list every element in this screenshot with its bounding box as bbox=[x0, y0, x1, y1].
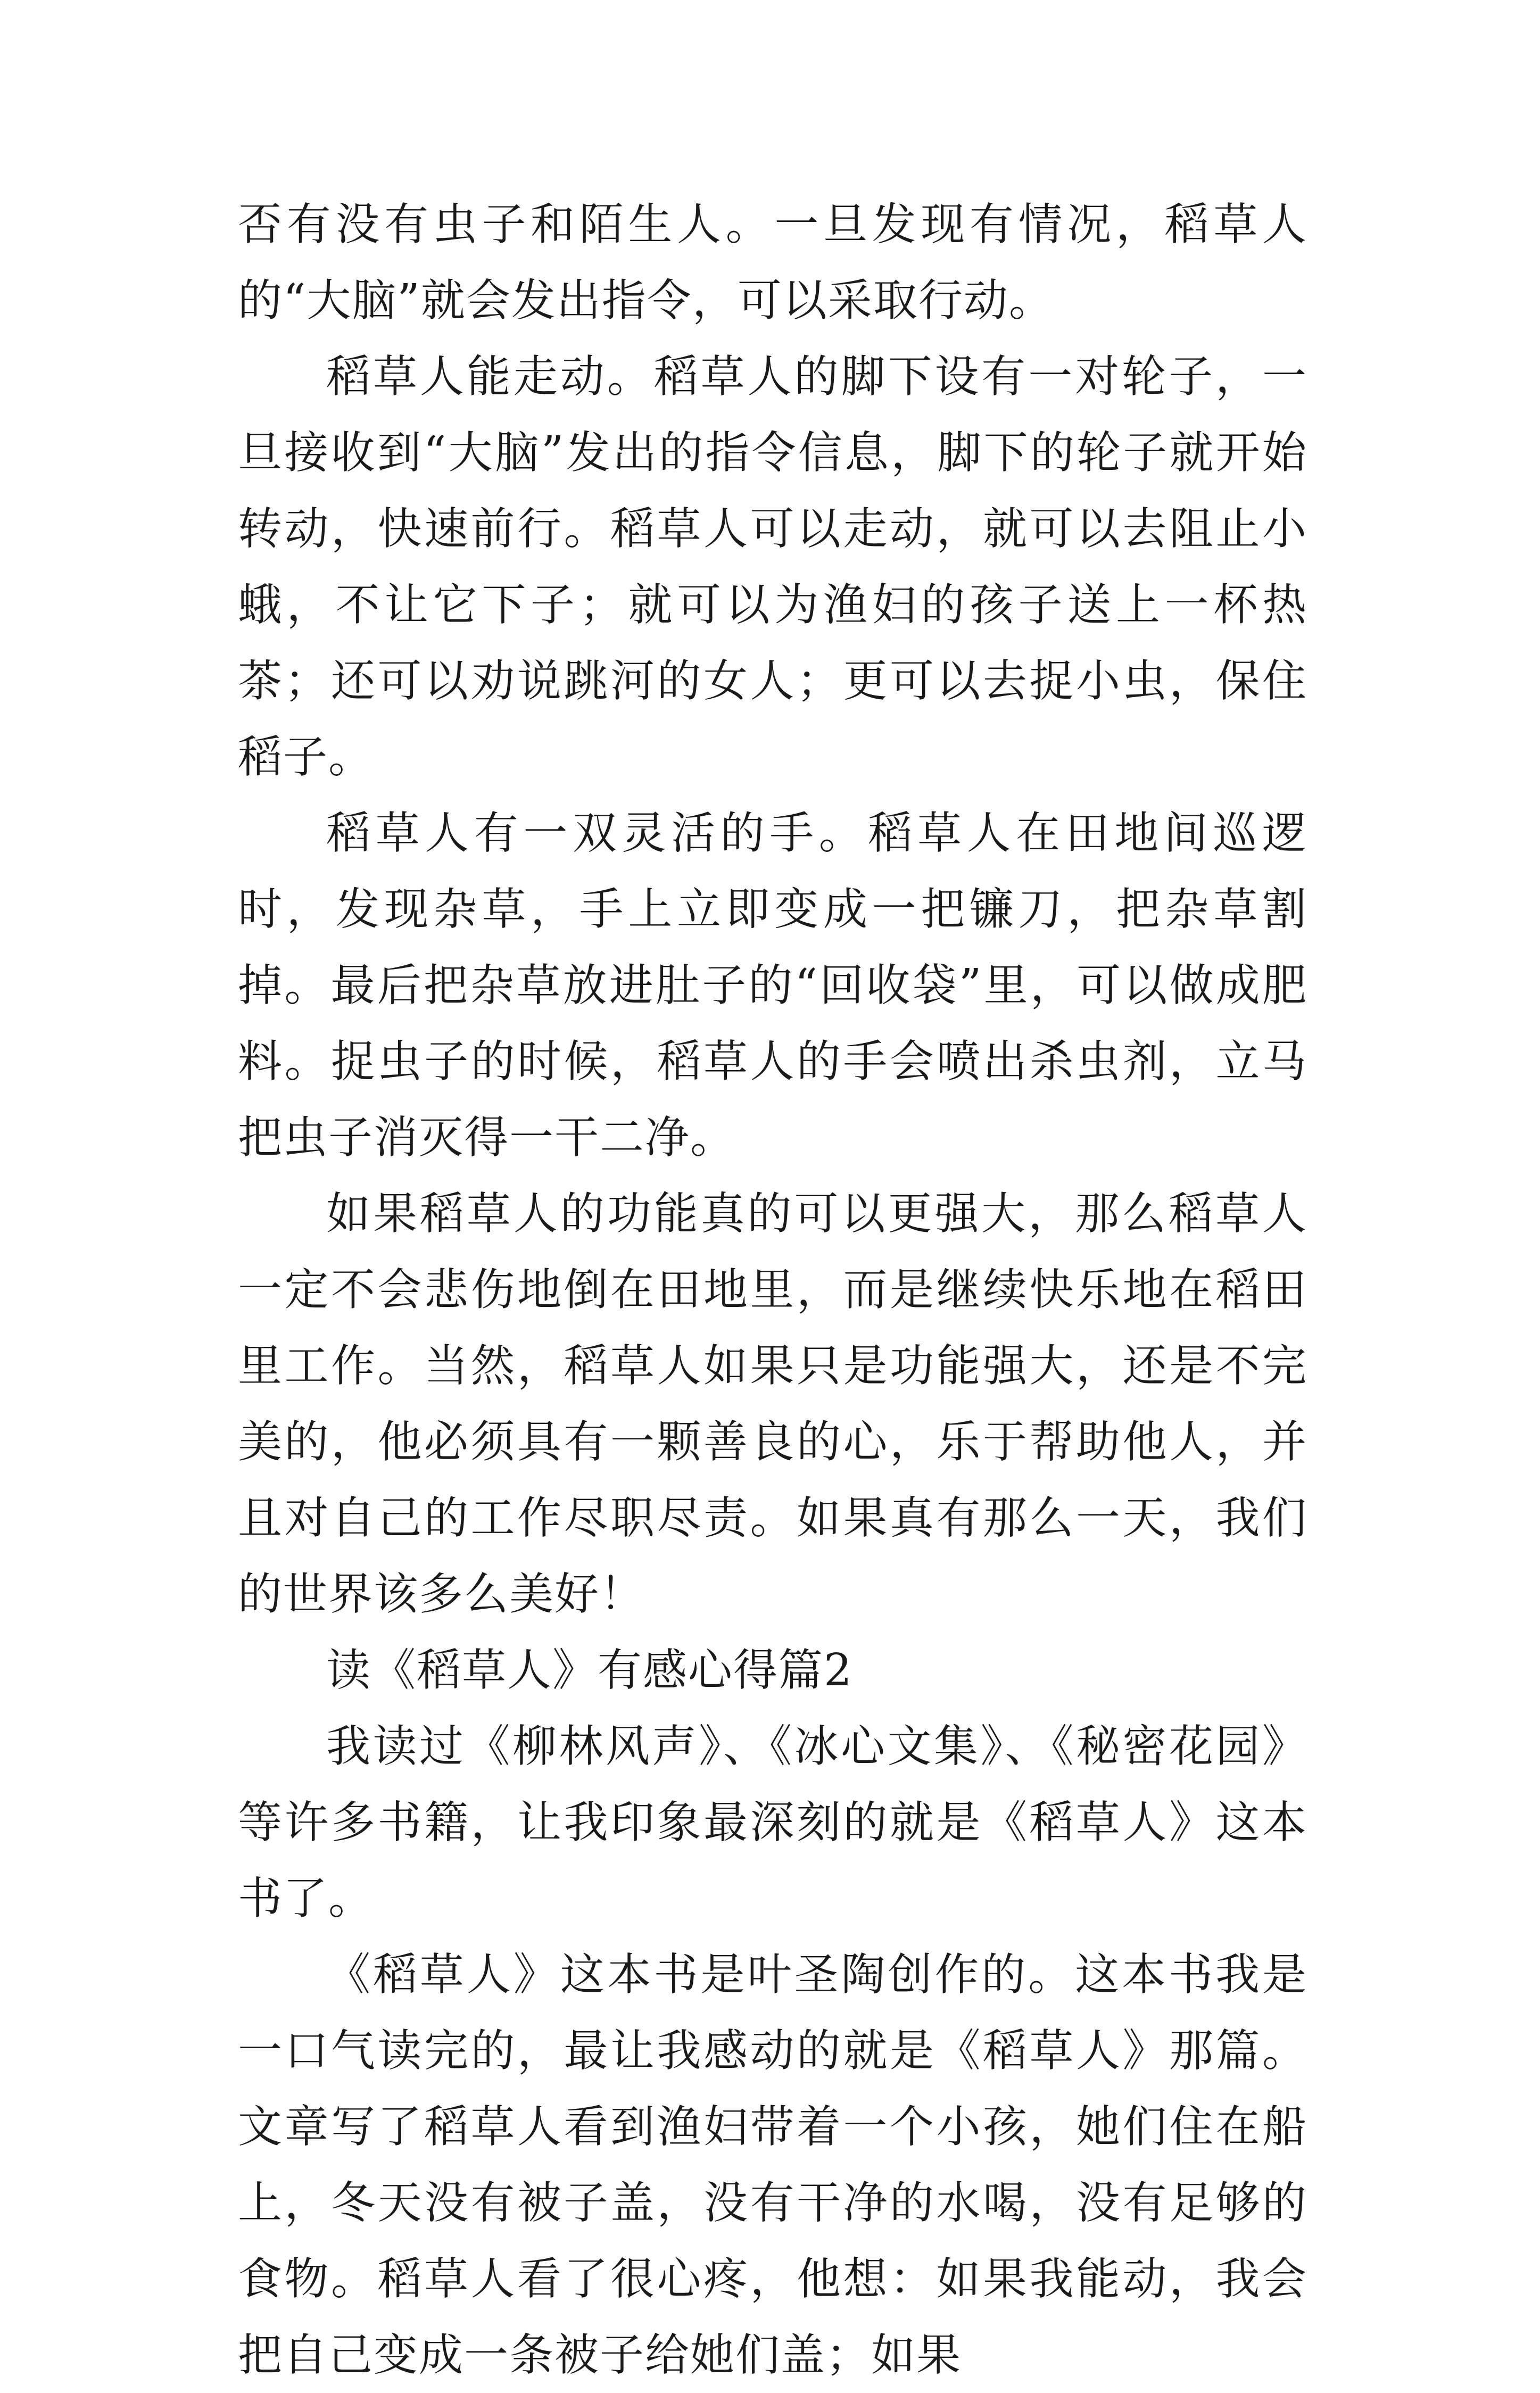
section-heading: 读《稻草人》有感心得篇2 bbox=[326, 1644, 853, 1696]
paragraph-walking: 稻草人能走动。稻草人的脚下设有一对轮子，一旦接收到“大脑”发出的指令信息，脚下的轮子就开始转动，快速前行。稻草人可以走动，就可以去阻止小蛾，不让它下子；就可以为渔妇的孩子送上一杯热茶；还可以劝说跳河的女人；更可以去捉小虫，保住稻子。 bbox=[238, 351, 1307, 783]
document-body bbox=[238, 186, 1307, 2393]
paragraph-books-read: 我读过《柳林风声》、《冰心文集》、《秘密花园》等许多书籍，让我印象最深刻的就是《稻草人》这本书了。 bbox=[238, 1720, 1307, 1924]
paragraph-continuation: 否有没有虫子和陌生人。一旦发现有情况，稻草人的“大脑”就会发出指令，可以采取行动。 bbox=[238, 198, 1307, 326]
paragraph-book-intro: 《稻草人》这本书是叶圣陶创作的。这本书我是一口气读完的，最让我感动的就是《稻草人》那篇。文章写了稻草人看到渔妇带着一个小孩，她们住在船上，冬天没有被子盖，没有干净的水喝，没有足够的食物。稻草人看了很心疼，他想：如果我能动，我会把自己变成一条被子给她们盖；如果 bbox=[238, 1949, 1307, 2381]
paragraph-conclusion: 如果稻草人的功能真的可以更强大，那么稻草人一定不会悲伤地倒在田地里，而是继续快乐地在稻田里工作。当然，稻草人如果只是功能强大，还是不完美的，他必须具有一颗善良的心，乐于帮助他人，并且对自己的工作尽职尽责。如果真有那么一天，我们的世界该多么美好！ bbox=[238, 1188, 1307, 1620]
paragraph-hands: 稻草人有一双灵活的手。稻草人在田地间巡逻时，发现杂草，手上立即变成一把镰刀，把杂草割掉。最后把杂草放进肚子的“回收袋”里，可以做成肥料。捉虫子的时候，稻草人的手会喷出杀虫剂，立马把虫子消灭得一干二净。 bbox=[238, 807, 1307, 1163]
